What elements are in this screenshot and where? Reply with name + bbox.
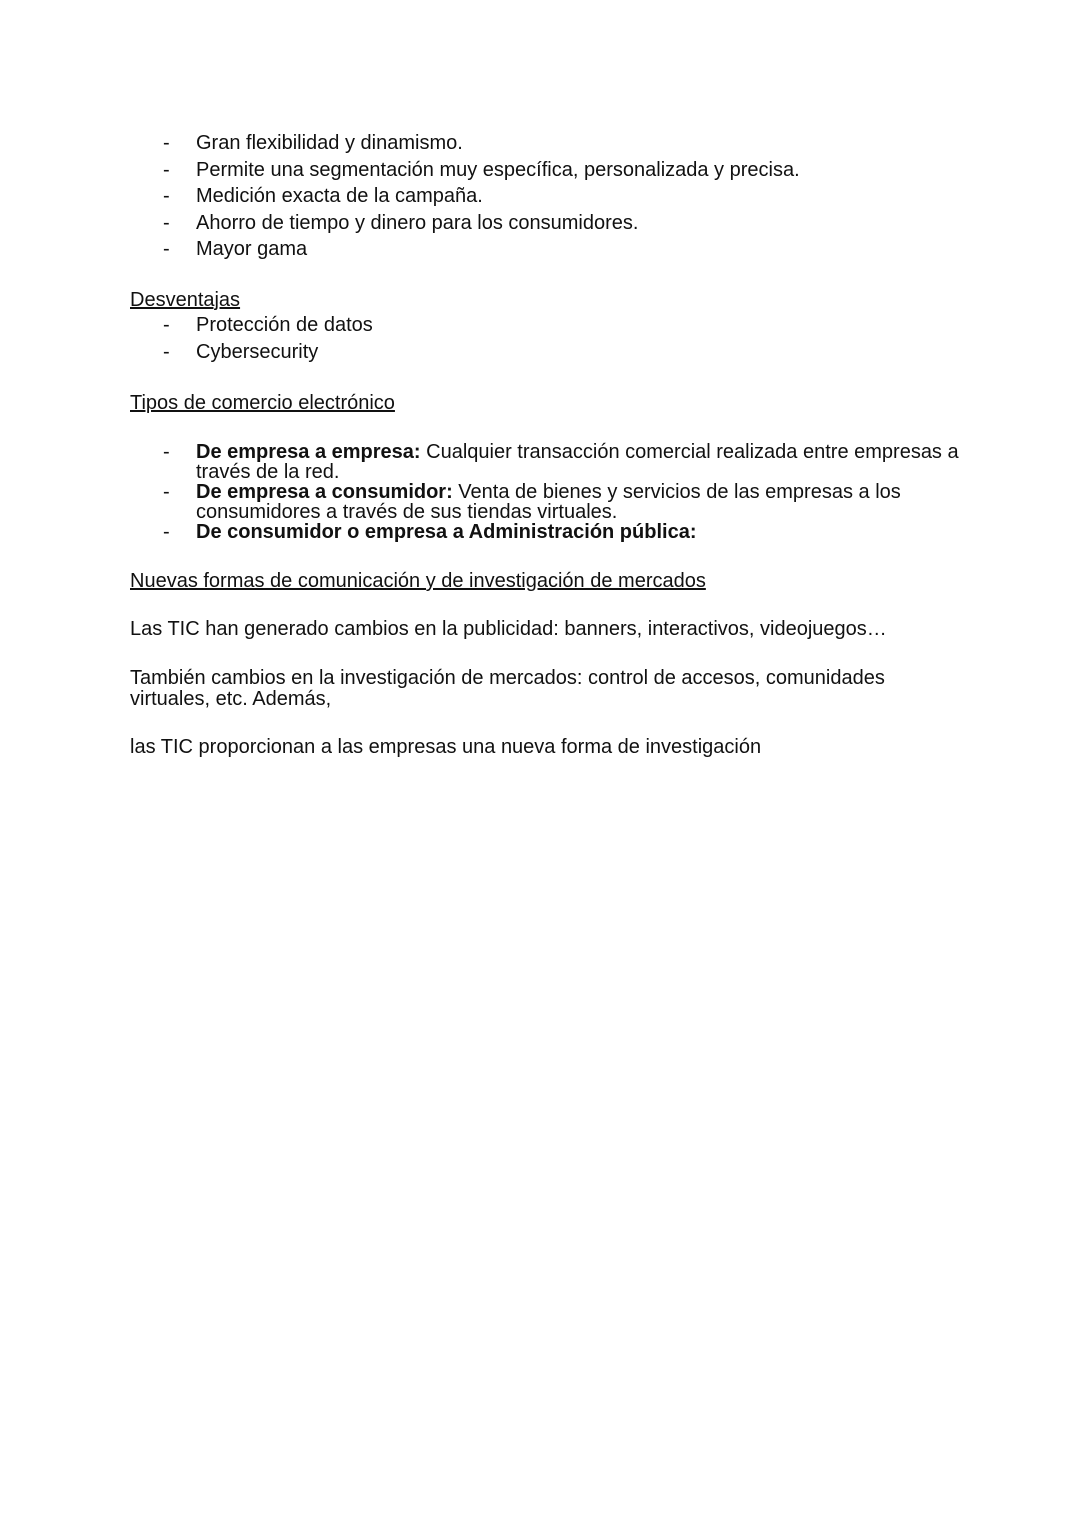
list-item xyxy=(130,312,960,339)
list-item xyxy=(130,339,960,366)
new-forms-section xyxy=(130,569,960,593)
advantage-text: Ahorro de tiempo y dinero para los consumidores. xyxy=(196,211,639,234)
disadvantages-list xyxy=(130,312,960,365)
dash-bullet: - xyxy=(163,185,170,207)
disadvantages-section xyxy=(130,288,960,365)
advantage-text: Medición exacta de la campaña. xyxy=(196,185,483,207)
dash-bullet: - xyxy=(163,238,170,260)
ecommerce-types-heading: Tipos de comercio electrónico xyxy=(130,392,395,414)
new-forms-heading: Nuevas formas de comunicación y de investigación de mercados xyxy=(130,570,706,592)
list-item xyxy=(130,210,960,237)
dash-bullet: - xyxy=(163,314,170,336)
dash-bullet: - xyxy=(163,340,170,363)
advantages-section xyxy=(130,130,960,263)
dash-bullet: - xyxy=(163,158,170,181)
type-description: Venta de bienes y servicios de las empresas a los consumidores a través de sus tiendas virtuales. xyxy=(196,481,901,523)
advantage-text: Mayor gama xyxy=(196,238,308,260)
list-item xyxy=(130,183,960,210)
list-item xyxy=(130,522,960,542)
list-item xyxy=(130,236,960,263)
list-item xyxy=(130,157,960,184)
type-term: De empresa a empresa: xyxy=(196,441,421,463)
disadvantage-text: Cybersecurity xyxy=(196,340,319,363)
type-term: De empresa a consumidor: xyxy=(196,481,453,503)
advantage-text: Permite una segmentación muy específica, personalizada y precisa. xyxy=(196,158,800,181)
advantages-list xyxy=(130,130,960,263)
dash-bullet: - xyxy=(163,211,170,234)
disadvantages-heading: Desventajas xyxy=(130,289,241,311)
dash-bullet: - xyxy=(163,521,170,543)
advantage-text: Gran flexibilidad y dinamismo. xyxy=(196,132,463,154)
type-term: De consumidor o empresa a Administración pública: xyxy=(196,521,697,543)
type-description: Cualquier transacción comercial realizada entre empresas a través de la red. xyxy=(196,441,959,483)
list-item xyxy=(130,130,960,157)
dash-bullet: - xyxy=(163,441,170,463)
ecommerce-types-section xyxy=(130,391,960,415)
ecommerce-types-list xyxy=(130,442,960,542)
list-item xyxy=(130,442,960,482)
paragraph: las TIC proporcionan a las empresas una nueva forma de investigación xyxy=(130,736,762,758)
dash-bullet: - xyxy=(163,481,170,503)
list-item xyxy=(130,482,960,522)
paragraph: También cambios en la investigación de mercados: control de accesos, comunidades virtuales, etc. Además, xyxy=(130,667,885,710)
ecommerce-types-list-wrap xyxy=(130,442,960,542)
disadvantage-text: Protección de datos xyxy=(196,314,373,336)
dash-bullet: - xyxy=(163,132,170,154)
paragraph: Las TIC han generado cambios en la publicidad: banners, interactivos, videojuegos… xyxy=(130,618,887,640)
